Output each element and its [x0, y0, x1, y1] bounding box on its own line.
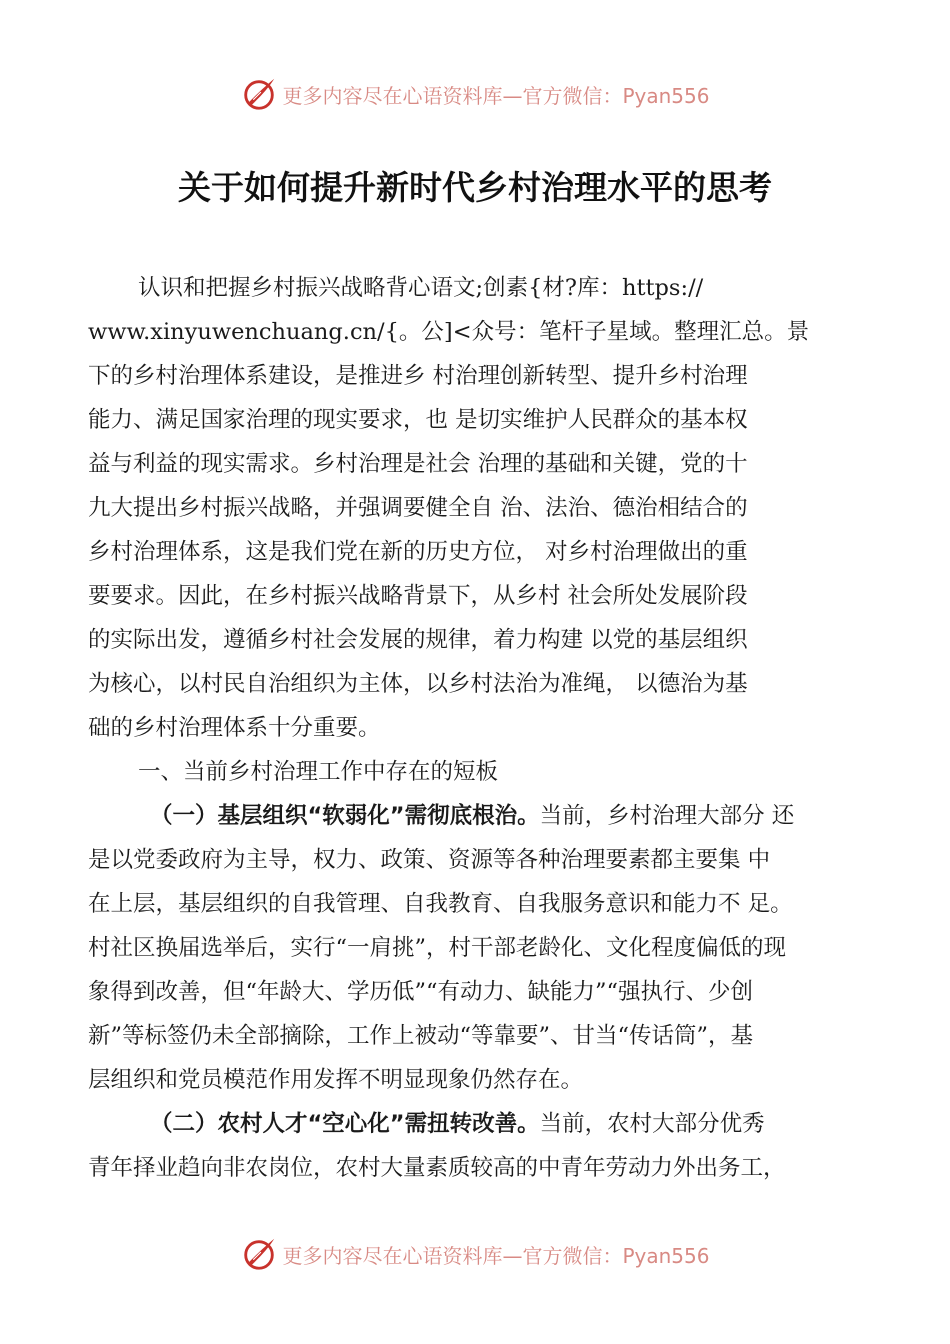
subsection-text: 当前，乡村治理大部分 还 [539, 803, 795, 829]
footer-watermark [0, 1232, 950, 1276]
paragraph-line: 能力、满足国家治理的现实要求，也 是切实维护人民群众的基本权 [88, 407, 748, 433]
document-body [88, 266, 868, 1190]
subsection-heading-1: （一）基层组织“软弱化”需彻底根治。 [150, 803, 540, 829]
paragraph-line: 新”等标签仍未全部摘除，工作上被动“等靠要”、甘当“传话筒”，基 [88, 1023, 754, 1049]
section-heading: 一、当前乡村治理工作中存在的短板 [138, 759, 499, 785]
paragraph-line: 乡村治理体系，这是我们党在新的历史方位， 对乡村治理做出的重 [88, 539, 748, 565]
quill-seal-icon [240, 75, 278, 113]
subsection-heading-2: （二）农村人才“空心化”需扭转改善。 [150, 1111, 540, 1137]
subsection-text: 当前，农村大部分优秀 [539, 1111, 765, 1137]
paragraph-line: 村社区换届选举后，实行“一肩挑”，村干部老龄化、文化程度偏低的现 [88, 935, 787, 961]
paragraph-line: 青年择业趋向非农岗位，农村大量素质较高的中青年劳动力外出务工， [88, 1155, 786, 1181]
paragraph-line: 础的乡村治理体系十分重要。 [88, 715, 381, 741]
paragraph-line: 九大提出乡村振兴战略，并强调要健全自 治、法治、德治相结合的 [88, 495, 748, 521]
paragraph-line: www.xinyuwenchuang.cn/{。公]<众号：笔杆子星域。整理汇总。景 [88, 319, 810, 345]
subsection-first-line [88, 794, 868, 838]
watermark-text: 更多内容尽在心语资料库—官方微信：Pyan556 [282, 83, 710, 108]
header-watermark [0, 72, 950, 116]
paragraph-line: 要要求。因此，在乡村振兴战略背景下，从乡村 社会所处发展阶段 [88, 583, 748, 609]
paragraph-line: 益与利益的现实需求。乡村治理是社会 治理的基础和关键，党的十 [88, 451, 748, 477]
paragraph-line: 下的乡村治理体系建设，是推进乡 村治理创新转型、提升乡村治理 [88, 363, 748, 389]
watermark-text: 更多内容尽在心语资料库—官方微信：Pyan556 [282, 1243, 710, 1268]
quill-seal-icon [240, 1235, 278, 1273]
paragraph-line: 的实际出发，遵循乡村社会发展的规律，着力构建 以党的基层组织 [88, 627, 748, 653]
paragraph-line: 是以党委政府为主导，权力、政策、资源等各种治理要素都主要集 中 [88, 847, 771, 873]
paragraph-line: 为核心，以村民自治组织为主体，以乡村法治为准绳， 以德治为基 [88, 671, 748, 697]
paragraph-line: 象得到改善，但“年龄大、学历低”“有动力、缺能力”“强执行、少创 [88, 979, 754, 1005]
subsection-first-line [88, 1102, 868, 1146]
paragraph-line: 认识和把握乡村振兴战略背心语文;创素{材?库：https:// [138, 275, 704, 301]
paragraph-line: 在上层，基层组织的自我管理、自我教育、自我服务意识和能力不 足。 [88, 891, 793, 917]
document-title: 关于如何提升新时代乡村治理水平的思考 [178, 168, 772, 207]
paragraph-line: 层组织和党员模范作用发挥不明显现象仍然存在。 [88, 1067, 584, 1093]
